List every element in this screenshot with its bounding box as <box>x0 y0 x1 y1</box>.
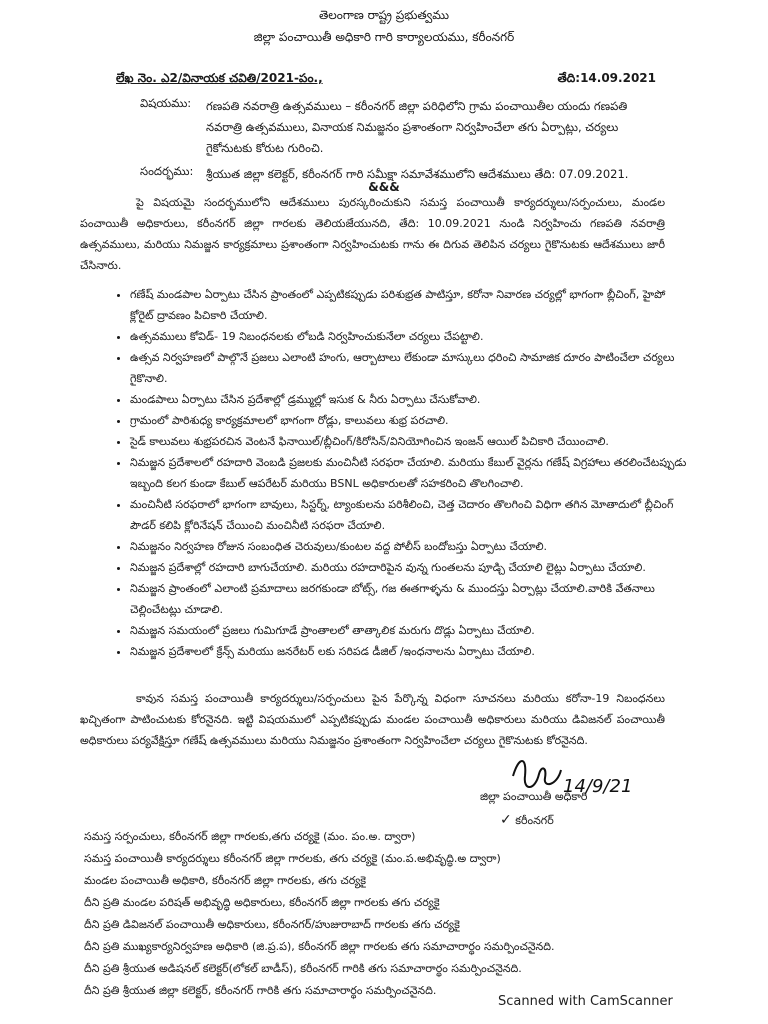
instruction-list <box>110 284 690 662</box>
signature-date: 14/9/21 <box>563 776 633 797</box>
reference-row <box>116 71 656 88</box>
signatory-title: జిల్లా పంచాయితీ అధికారి <box>480 790 588 803</box>
list-item: • నిమజ్జన ప్రాంతంలో ఎలాంటి ప్రమాదాలు జరగకుండా బోట్స్, గజ ఈతగాళ్ళను & ముందస్తు ఏర్పాట్లు చేయాలి.వారికి వేతనాలు చెల్లించేటట్లు చూడాలి. <box>130 578 690 620</box>
signatory-place-label: కరీంనగర్ <box>515 814 554 827</box>
list-item: • సైడ్ కాలువలు శుభ్రపరచిన వెంటనే ఫినాయిల్/బ్లీచింగ్/కిరోసిన్/వినియోగించిన ఇంజన్ ఆయిల్ పిచికారి చేయించాలి. <box>130 431 690 452</box>
list-item: • నిమజ్జన ప్రదేశాలలో క్రేన్స్ మరియు జనరేటర్ లకు సరిపడ డీజిల్ /ఇంధనాలను ఏర్పాటు చేయాలి. <box>130 641 690 662</box>
list-item: • గణేష్ మండపాల ఏర్పాటు చేసిన ప్రాంతంలో ఎప్పటికప్పుడు పరిశుభ్రత పాటిస్తూ, కరోనా నివారణ చర్యల్లో భాగంగా బ్లీచింగ్, హైపో క్లోరైట్ ద్రావణం పిచికారి చేయాలి. <box>130 284 690 326</box>
intro-paragraph: పై విషయమై సందర్భములోని ఆదేశములు పురస్కరించుకుని సమస్త పంచాయితీ కార్యదర్శులు/సర్పంచులు, మండల పంచాయితీ అధికారులు, కరీంనగర్ జిల్లా గారలకు తెలియజేయునది, తేది: 10.09.2021 నుండి నిర్వహించు గణపతి నవరాత్రి ఉత్సవములు, మరియు నిమజ్జన కార్యక్రమాలు ప్రశాంతంగా నిర్వహించుటకు గాను ఈ దిగువ తెలిపిన చర్యలు గైకొనుటకు ఆదేశములు జారీ చేసినారు. <box>80 196 665 272</box>
distribution-item: సమస్త సర్పంచులు, కరీంనగర్ జిల్లా గారలకు,తగు చర్యకై (మం. పం.అ. ద్వారా) <box>84 830 416 843</box>
letter-number: లేఖ నెం. ఎ2/వినాయక చవితి/2021-పం., <box>116 71 323 85</box>
distribution-item: దీని ప్రతి శ్రీయుత అడిషనల్ కలెక్టర్(లోకల్ బాడీస్), కరీంనగర్ గారికి తగు సమాచారార్థం సమర్పించనైనది. <box>84 962 522 975</box>
separator: &&& <box>368 180 400 194</box>
closing-paragraph: కావున సమస్త పంచాయితీ కార్యదర్శులు/సర్పంచులు పైన పేర్కొన్న విధంగా సూచనలు మరియు కరోనా-19 నిబంధనలు ఖచ్చితంగా పాటించుటకు కోరనైనది. ఇట్టి విషయములో ఎప్పటికప్పుడు మండల పంచాయితీ అధికారులు మరియు డివిజనల్ పంచాయితీ అధికారులు పర్యవేక్షిస్తూ గణేష్ ఉత్సవములు మరియు నిమజ్జనం ప్రశాంతంగా నిర్వహించేలా చర్యలు గైకొనుటకు కోరనైనది. <box>80 692 665 747</box>
distribution-item: మండల పంచాయితీ అధికారి, కరీంనగర్ జిల్లా గారలకు, తగు చర్యకై <box>84 874 367 887</box>
letterhead <box>0 4 768 48</box>
distribution-item: దీని ప్రతి శ్రీయుత జిల్లా కలెక్టర్, కరీంనగర్ గారికి తగు సమాచారార్థం సమర్పించనైనది. <box>84 984 437 997</box>
distribution-item: దీని ప్రతి ముఖ్యకార్యనిర్వహణ అధికారి (జి.ప్ర.ప), కరీంనగర్ జిల్లా గారలకు తగు సమాచారార్థం సమర్పించనైనది. <box>84 940 555 953</box>
signatory-initial-mark: ✓ <box>500 812 512 828</box>
distribution-item: దీని ప్రతి డివిజనల్ పంచాయితీ అధికారులు, కరీంనగర్/హుజురాబాద్ గారలకు తగు చర్యకై <box>84 918 460 931</box>
list-item: • ఉత్సవ నిర్వహణలో పాల్గొనే ప్రజలు ఎలాంటి హంగు, ఆర్బాటాలు లేకుండా మాస్కులు ధరించి సామాజిక దూరం పాటించేలా చర్యలు గైకొనాలి. <box>130 347 690 389</box>
list-item: • మంచినీటి సరఫరాలో భాగంగా బావులు, సిస్టర్న్, ట్యాంకులను పరిశీలించి, చెత్త చెదారం తొలగించి విధిగా తగిన మోతాదులో బ్లీచింగ్ పౌడర్ కలిపి క్లోరినేషన్ చేయించి మంచినీటి సరఫరా చేయాలి. <box>130 494 690 536</box>
list-item: • నిమజ్జన ప్రదేశాలలో రహదారి వెంబడి ప్రజలకు మంచినీటి సరఫరా చేయాలి. మరియు కేబుల్ వైర్లను గణేష్ విగ్రహాలు తరలించేటప్పుడు ఇబ్బంది కలగ కుండా కేబుల్ ఆపరేటర్ మరియు BSNL అధికారులతో సహకరించి తొలగించాలి. <box>130 452 690 494</box>
subject-text: గణపతి నవరాత్రి ఉత్సవములు – కరీంనగర్ జిల్లా పరిధిలోని గ్రామ పంచాయితీల యందు గణపతి నవరాత్రి ఉత్సవములు, వినాయక నిమజ్జనం ప్రశాంతంగా నిర్వహించేలా తగు ఏర్పాట్లు, చర్యలు గైకోనుటకు కోరుట గురించి. <box>206 99 628 155</box>
distribution-item: దీని ప్రతి మండల పరిషత్ అభివృద్ధి అధికారులు, కరీంనగర్ జిల్లా గారలకు తగు చర్యకై <box>84 896 440 909</box>
reference-note-text: శ్రీయుత జిల్లా కలెక్టర్, కరీంనగర్ గారి సమీక్షా సమావేశములోని ఆదేశములు తేది: 07.09.2021. <box>206 167 629 181</box>
list-item: • నిమజ్జనం నిర్వహణ రోజున సంబంధిత చెరువులు/కుంటల వద్ద పోలీస్ బందోబస్తు ఏర్పాటు చేయాలి. <box>130 536 690 557</box>
list-item: • నిమజ్జన ప్రదేశాల్లో రహదారి బాగుచేయాలి. మరియు రహదారిపైన వున్న గుంతలను పూడ్చి చేయాలి లైట్లు ఏర్పాటు చేయాలి. <box>130 557 690 578</box>
letter-date: తేది:14.09.2021 <box>557 71 656 85</box>
distribution-list <box>84 826 704 1002</box>
scanner-watermark: Scanned with CamScanner <box>498 994 673 1009</box>
list-item: • మండపాలు ఏర్పాటు చేసిన ప్రదేశాల్లో డ్రమ్ముల్లో ఇసుక & నీరు ఏర్పాటు చేసుకోవాలి. <box>130 389 690 410</box>
distribution-item: సమస్త పంచాయితీ కార్యదర్శులు కరీంనగర్ జిల్లా గారలకు, తగు చర్యకై (మం.ప.అభివృద్ధి.అ ద్వారా) <box>84 852 501 865</box>
office-name: జిల్లా పంచాయితీ అధికారి గారి కార్యాలయము, కరీంనగర్ <box>253 30 515 44</box>
list-item: • గ్రామంలో పారిశుధ్య కార్యక్రమాలలో భాగంగా రోడ్లు, కాలువలు శుభ్ర పరచాలి. <box>130 410 690 431</box>
reference-note-label: సందర్భము: <box>140 164 194 178</box>
government-name: తెలంగాణ రాష్ట్ర ప్రభుత్వము <box>318 8 450 22</box>
list-item: • ఉత్సవములు కోవిడ్- 19 నిబంధనలకు లోబడి నిర్వహించుకునేలా చర్యలు చేపట్టాలి. <box>130 326 690 347</box>
list-item: • నిమజ్జన సమయంలో ప్రజలు గుమిగూడే ప్రాంతాలలో తాత్కాలిక మరుగు దొడ్లు ఏర్పాటు చేయాలి. <box>130 620 690 641</box>
subject-label: విషయము: <box>140 96 192 110</box>
